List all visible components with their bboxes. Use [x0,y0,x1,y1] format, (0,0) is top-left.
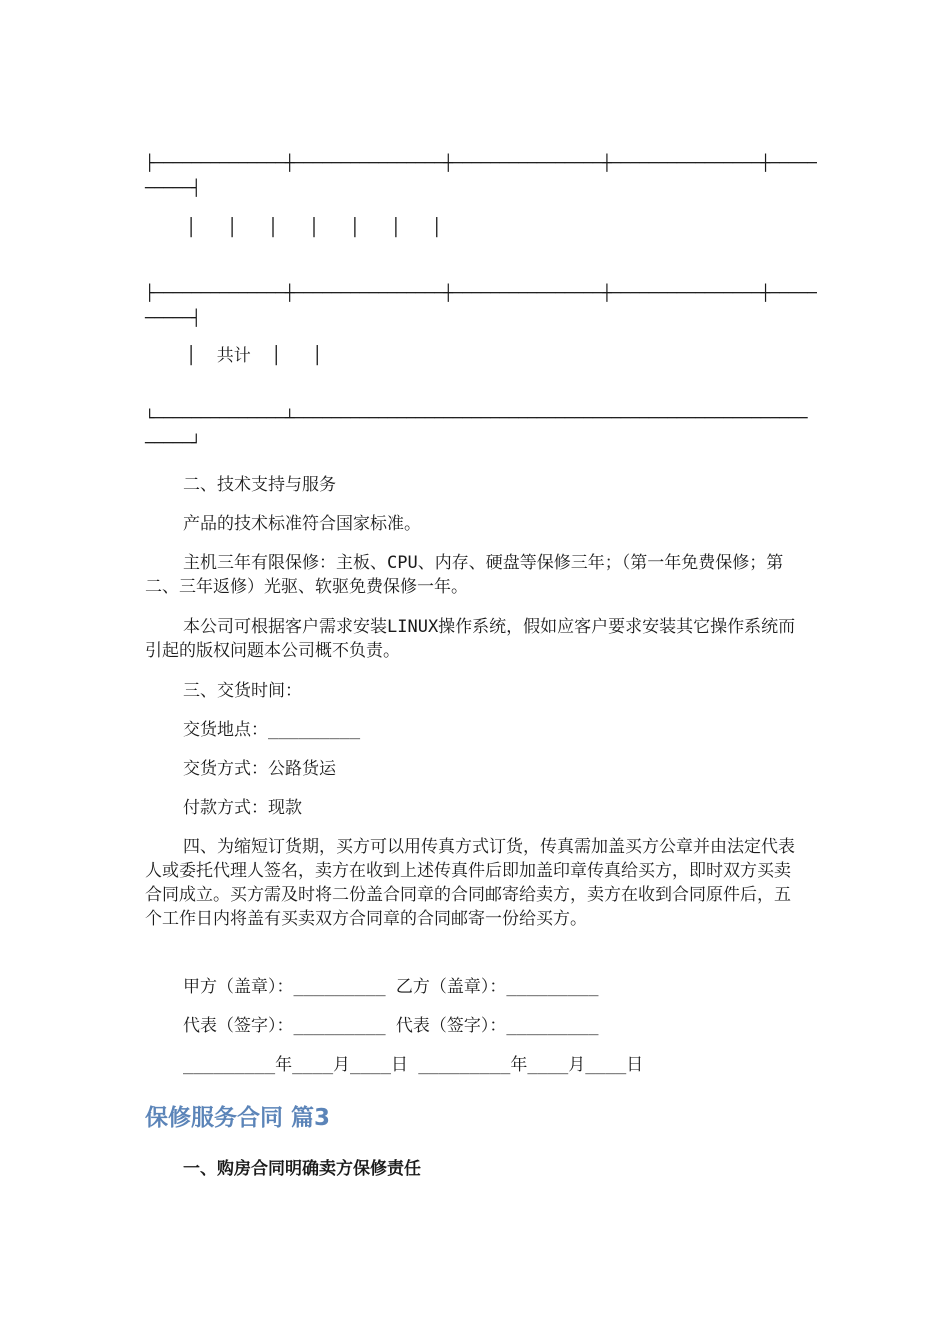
section-2-paragraph-3: 本公司可根据客户需求安装LINUX操作系统，假如应客户要求安装其它操作系统而引起的版权问题本公司概不负责。 [145,617,796,661]
section-subheading: 一、购房合同明确卖方保修责任 [183,1159,421,1179]
table-border-bottom: └──────────────┴─────────────────────────────────────────────────────── [145,409,808,427]
table-border-mid: ├──────────────┼────────────────┼────────────────┼────────────────┼───── [145,284,817,302]
table-border-top: ├──────────────┼────────────────┼────────────────┼────────────────┼───── [145,154,817,172]
table-cell-row: │ │ │ │ │ │ │ [186,218,442,238]
delivery-method: 交货方式：公路货运 [183,759,336,779]
delivery-place: 交货地点：_________ [183,720,361,740]
section-3-title: 三、交货时间： [183,681,302,701]
table-total-row: │ 共计 │ │ [186,346,323,366]
table-border-mid-wrap: ─────┤ [145,309,201,327]
section-4-paragraph: 四、为缩短订货期，买方可以用传真方式订货，传真需加盖买方公章并由法定代表人或委托代理人签名，卖方在收到上述传真件后即加盖印章传真给买方，即时双方买卖合同成立。买方需及时将二份盖合同章的合同邮寄给卖方，卖方在收到合同原件后，五个工作日内将盖有买卖双方合同章的合同邮寄一份给买方。 [145,837,795,929]
section-2-paragraph-2: 主机三年有限保修：主板、CPU、内存、硬盘等保修三年；（第一年免费保修；第二、三年返修）光驱、软驱免费保修一年。 [145,553,784,597]
table-border-top-wrap: ─────┤ [145,179,201,197]
section-2-paragraph-1: 产品的技术标准符合国家标准。 [183,514,421,534]
signature-representative-line: 代表（签字）：_________ 代表（签字）：_________ [183,1016,599,1036]
section-heading: 保修服务合同 篇3 [145,1105,331,1131]
signature-stamp-line: 甲方（盖章）：_________ 乙方（盖章）：_________ [183,977,599,997]
section-2-title: 二、技术支持与服务 [183,475,336,495]
table-border-bottom-wrap: ─────┘ [145,434,201,452]
payment-method: 付款方式：现款 [183,798,302,818]
signature-date-line: _________年____月____日 _________年____月____日 [183,1055,644,1075]
